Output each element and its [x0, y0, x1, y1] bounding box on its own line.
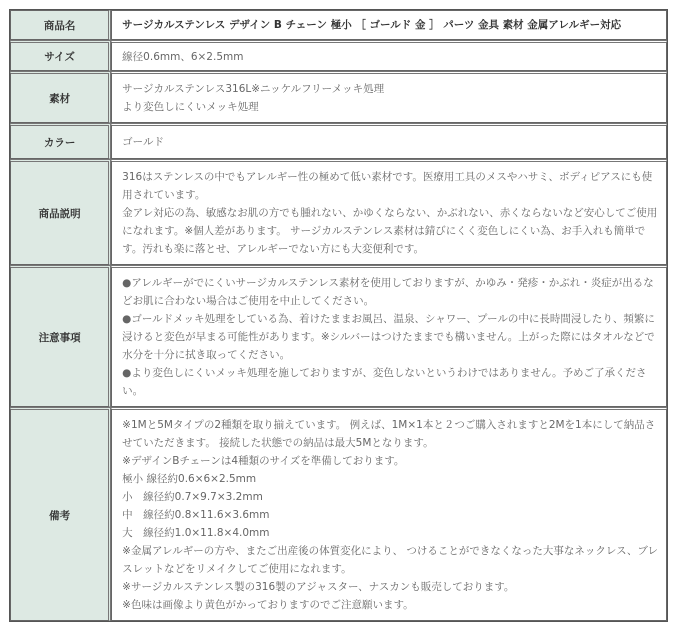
text-line: になれます。※個人差があります。 サージカルステンレス素材は錆びにくく変色しにくい為、お手入れも簡単で	[122, 225, 646, 237]
row-material	[10, 71, 667, 123]
text-line: ※色味は画像より黄色がかっておりますのでご注意願います。	[122, 599, 414, 611]
text-line: ●ゴールドメッキ処理をしている為、着けたままお風呂、温泉、シャワー、プールの中に長時間浸したり、頻繁に	[122, 313, 655, 325]
text-line: 線径0.6mm、6×2.5mm	[122, 50, 244, 63]
row-size	[10, 40, 667, 71]
text-line: スレットなどをリメイクしてご使用になれます。	[122, 563, 352, 575]
text-line: ●より変色しにくいメッキ処理を施しておりますが、変色しないというわけではありません。予めご了承くださ	[122, 367, 647, 379]
notes-label: 備考	[10, 407, 111, 621]
text-line: 316はステンレスの中でもアレルギー性の極めて低い素材です。医療用工具のメスやハサミ、ボディピアスにも使	[122, 171, 653, 183]
text-line: ※デザインBチェーンは4種類のサイズを準備しております。	[122, 455, 405, 467]
text-line: ※金属アレルギーの方や、またご出産後の体質変化により、 つけることができなくなった大事なネックレス、ブレ	[122, 545, 658, 557]
product-spec-table	[9, 9, 668, 622]
precautions-value	[111, 265, 667, 407]
text-line: 浸けると変色が早まる可能性があります。※シルバーはつけたままでも構いません。上がった際にはタオルなどで	[122, 331, 655, 343]
material-value	[111, 71, 667, 123]
text-line: す。汚れも楽に落とせ、アレルギーでない方にも大変便利です。	[122, 243, 424, 255]
row-precautions	[10, 265, 667, 407]
precautions-label: 注意事項	[10, 265, 111, 407]
text-line: 極小 線径約0.6×6×2.5mm	[122, 473, 257, 485]
text-line: より変色しにくいメッキ処理	[122, 101, 259, 113]
text-line: ●アレルギーがでにくいサージカルステンレス素材を使用しておりますが、かゆみ・発疹・かぶれ・炎症が出るな	[122, 277, 654, 289]
text-line: い。	[122, 385, 144, 397]
color-value	[111, 123, 667, 159]
text-line: せていただきます。 接続した状態での納品は最大5Mとなります。	[122, 437, 434, 449]
text-line: 中 線径約0.8×11.6×3.6mm	[122, 509, 270, 521]
row-color	[10, 123, 667, 159]
text-line: 金アレ対応の為、敏感なお肌の方でも腫れない、かゆくならない、かぶれない、赤くならないなど安心してご使用	[122, 207, 658, 219]
size-label: サイズ	[10, 40, 111, 71]
row-description	[10, 159, 667, 265]
size-value	[111, 40, 667, 71]
product-name-value	[111, 10, 667, 40]
row-product-name	[10, 10, 667, 40]
text-line: サージカルステンレス316L※ニッケルフリーメッキ処理	[122, 83, 385, 95]
text-line: ※サージカルステンレス製の316製のアジャスター、ナスカンも販売しております。	[122, 581, 515, 593]
text-line: 大 線径約1.0×11.8×4.0mm	[122, 527, 270, 539]
description-value	[111, 159, 667, 265]
product-name-label: 商品名	[10, 10, 111, 40]
material-label: 素材	[10, 71, 111, 123]
text-line: ※1Mと5Mタイプの2種類を取り揃えています。 例えば、1M×1本と２つご購入されますと2Mを1本にして納品さ	[122, 419, 656, 431]
text-line: ゴールド	[122, 136, 164, 148]
description-label: 商品説明	[10, 159, 111, 265]
text-line: どお肌に合わない場合はご使用を中止してください。	[122, 295, 375, 307]
text-line: サージカルステンレス デザイン B チェーン 極小 ［ ゴールド 金 ］ パーツ 金具 素材 金属アレルギー対応	[122, 19, 622, 31]
color-label: カラー	[10, 123, 111, 159]
text-line: 小 線径約0.7×9.7×3.2mm	[122, 491, 263, 503]
text-line: 用されています。	[122, 189, 206, 201]
text-line: 水分を十分に拭き取ってください。	[122, 349, 291, 361]
